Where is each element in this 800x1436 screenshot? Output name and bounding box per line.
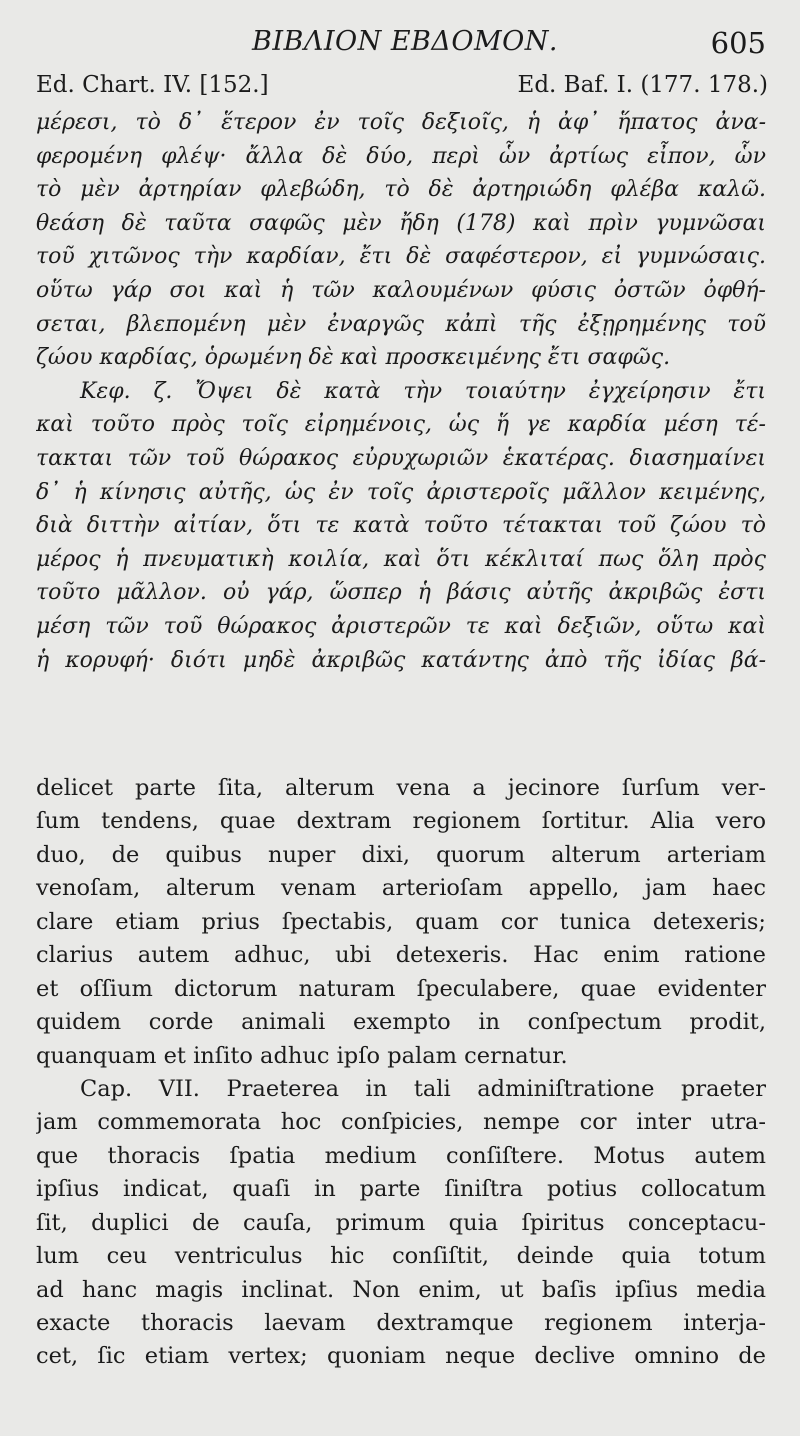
greek-line-text: Ὄψει δὲ κατὰ τὴν τοιαύτην ἐγχείρησιν ἔτι <box>195 378 766 404</box>
greek-line: οὕτω γάρ σοι καὶ ἡ τῶν καλουμένων φύσις ὀστῶν ὀφθή- <box>36 277 766 303</box>
greek-text-block <box>36 106 766 677</box>
latin-line: exacte thoracis laevam dextramque regionem interja- <box>36 1310 766 1336</box>
greek-line: ζώου καρδίας, ὁρωμένη δὲ καὶ προσκειμένης ἔτι σαφῶς. <box>36 345 671 371</box>
page-number: 605 <box>710 26 766 60</box>
greek-line: τακται τῶν τοῦ θώρακος εὐρυχωριῶν ἑκατέρας. διασημαίνει <box>36 445 766 471</box>
latin-line: ad hanc magis inclinat. Non enim, ut baſis ipſius media <box>36 1276 766 1303</box>
latin-line: ipſius indicat, quaſi in parte ſiniſtra potius collocatum <box>36 1176 766 1203</box>
greek-line: τὸ μὲν ἀρτηρίαν φλεβώδη, τὸ δὲ ἀρτηριώδη φλέβα καλῶ. <box>36 177 766 203</box>
greek-line: θεάση δὲ ταῦτα σαφῶς μὲν ἤδη (178) καὶ πρὶν γυμνῶσαι <box>36 210 766 236</box>
latin-line: cet, ſic etiam vertex; quoniam neque declive omnino de <box>36 1343 766 1370</box>
latin-line: et oſſium dictorum naturam ſpeculabere, quae evidenter <box>36 975 766 1002</box>
greek-line: τοῦ χιτῶνος τὴν καρδίαν, ἔτι δὲ σαφέστερον, εἰ γυμνώσαις. <box>36 244 766 270</box>
latin-text-block <box>36 772 766 1374</box>
greek-line: μέση τῶν τοῦ θώρακος ἀριστερῶν τε καὶ δεξιῶν, οὕτω καὶ <box>36 613 766 639</box>
latin-line: ſum tendens, quae dextram regionem ſortitur. Alia vero <box>36 808 766 835</box>
greek-line: τοῦτο μᾶλλον. οὐ γάρ, ὥσπερ ἡ βάσις αὐτῆς ἀκριβῶς ἐστι <box>36 580 766 606</box>
edition-reference-right: Ed. Baf. I. (177. 178.) <box>517 72 768 98</box>
latin-line: que thoracis ſpatia medium conſiſtere. Motus autem <box>36 1142 766 1169</box>
latin-line: lum ceu ventriculus hic conſiſtit, deinde quia totum <box>36 1243 766 1270</box>
latin-line: quidem corde animali exempto in conſpectum prodit, <box>36 1009 766 1036</box>
greek-line: διὰ διττὴν αἰτίαν, ὅτι τε κατὰ τοῦτο τέτακται τοῦ ζώου τὸ <box>36 513 766 539</box>
greek-line: καὶ τοῦτο πρὸς τοῖς εἰρημένοις, ὡς ἥ γε καρδία μέση τέ- <box>36 412 766 438</box>
latin-line: jam commemorata hoc conſpicies, nempe cor inter utra- <box>36 1109 766 1136</box>
column-gap <box>40 740 760 741</box>
greek-line: δ᾽ ἡ κίνησις αὐτῆς, ὡς ἐν τοῖς ἀριστεροῖς μᾶλλον κειμένης, <box>36 479 766 505</box>
latin-line: ſit, duplici de cauſa, primum quia ſpiritus conceptacu- <box>36 1209 766 1236</box>
greek-chapter-line <box>36 375 766 409</box>
chapter-label: Κεφ. ζ. <box>80 378 173 404</box>
greek-line: φερομένη φλέψ· ἄλλα δὲ δύο, περὶ ὧν ἀρτίως εἶπον, ὧν <box>36 143 766 169</box>
greek-line: ἡ κορυφή· διότι μηδὲ ἀκριβῶς κατάντης ἀπὸ τῆς ἰδίας βά- <box>36 647 766 673</box>
running-title: ΒΙΒΛΙΟΝ ΕΒΔΟΜΟΝ. <box>251 26 559 57</box>
latin-line: delicet parte ſita, alterum vena a jecinore ſurſum ver- <box>36 775 766 801</box>
edition-reference-left: Ed. Chart. IV. [152.] <box>36 72 269 98</box>
latin-line: quanquam et inſito adhuc ipſo palam cernatur. <box>36 1042 568 1069</box>
latin-chapter-line: Cap. VII. Praeterea in tali adminiſtratione praeter <box>80 1075 766 1102</box>
latin-line: clarius autem adhuc, ubi detexeris. Hac enim ratione <box>36 942 766 969</box>
latin-line: venoſam, alterum venam arterioſam appello, jam haec <box>36 875 766 902</box>
latin-line: duo, de quibus nuper dixi, quorum alterum arteriam <box>36 841 766 868</box>
greek-line: μέρος ἡ πνευματικὴ κοιλία, καὶ ὅτι κέκλιταί πως ὅλη πρὸς <box>36 546 766 572</box>
greek-line: μέρεσι, τὸ δ᾽ ἕτερον ἐν τοῖς δεξιοῖς, ἡ ἀφ᾽ ἥπατος ἀνα- <box>36 110 766 135</box>
greek-line: σεται, βλεπομένη μὲν ἐναργῶς κἀπὶ τῆς ἐξῃρημένης τοῦ <box>36 311 766 337</box>
page-header <box>0 0 800 98</box>
latin-line: clare etiam prius ſpectabis, quam cor tunica detexeris; <box>36 908 766 935</box>
